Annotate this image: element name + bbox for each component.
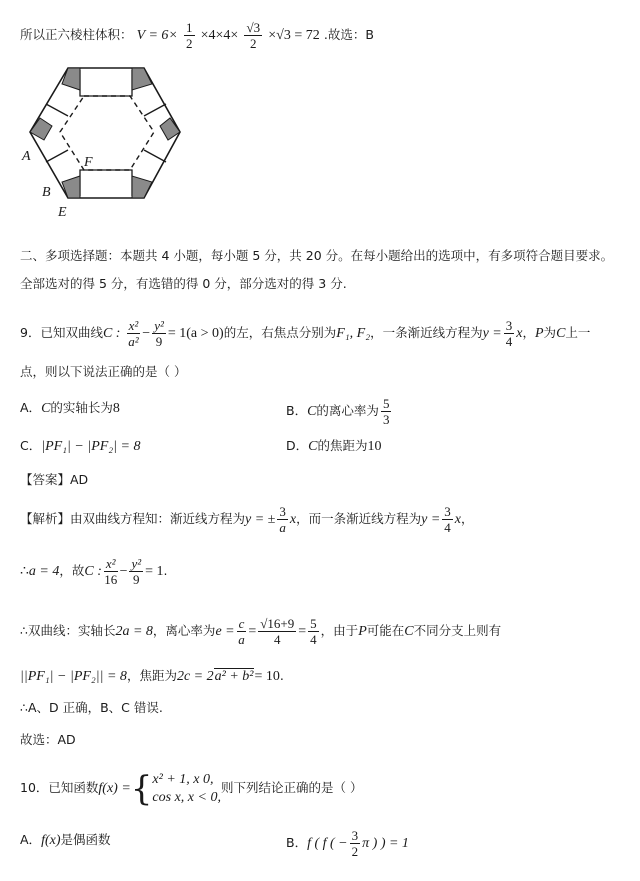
label-b: B bbox=[42, 185, 51, 200]
sqrt-a2b2: a² + b² bbox=[214, 669, 254, 684]
q9-frac-x: $\frac{\text{x²}}{\text{a²}}$ bbox=[128, 318, 139, 349]
q9-stem-line2: 点，则以下说法正确的是（ ） bbox=[20, 364, 187, 379]
piecewise-cases: x² + 1, x 0, cos x, x < 0, bbox=[152, 771, 221, 805]
q9-explanation-4: ||PF₁| − |PF₂|| = 8，焦距为2c = 2a² + b²= 10. bbox=[20, 668, 284, 684]
q10-option-b: B．f ( f ( − $\frac{3}{2}$ π ) ) = 1 bbox=[286, 828, 409, 859]
lower-left-edge bbox=[46, 150, 68, 162]
q9-exp1-frac2: $\frac{3}{4}$ bbox=[444, 504, 451, 535]
volume-formula-lhs: V = 6× bbox=[136, 28, 178, 43]
q9-explanation-1: 【解析】由双曲线方程知：渐近线方程为y = ± $\frac{3}{a}$ x，而一条渐近线方程为y = $\frac{3}{4}$ x， bbox=[20, 504, 474, 535]
q10-option-a: A．f(x)是偶函数 bbox=[20, 832, 111, 848]
lower-right-edge bbox=[144, 150, 166, 162]
section2-line1: 二、多项选择题：本题共 4 小题，每小题 5 分，共 20 分。在每小题给出的选项中，有多项符合题目要求。 bbox=[20, 248, 614, 263]
corner-shade-bottom-right bbox=[132, 176, 152, 198]
label-a: A bbox=[22, 149, 31, 164]
outer-hexagon bbox=[30, 68, 180, 198]
q9-exp2-frac-y: $\frac{\text{y²}}{9}$ bbox=[131, 556, 142, 587]
volume-line bbox=[20, 20, 374, 51]
q9-exp3-frac-root: $\frac{√16+9}{4}$ bbox=[260, 616, 295, 647]
volume-formula-mid: ×4×4× bbox=[200, 28, 239, 43]
q9-stem: 9．已知双曲线C : $\frac{\text{x²}}{\text{a²}}$ − $\frac{\text{y²}}{9}$ = 1(a > 0)的左，右焦点分别为F₁, F₂，一条渐近线方程为y = $\frac{3}{4}$ x，P为C上一 bbox=[20, 318, 591, 349]
q9-option-b: B．C的离心率为 $\frac{5}{3}$ bbox=[286, 396, 390, 427]
volume-prefix: 所以正六棱柱体积： bbox=[20, 27, 133, 42]
q9-exp1-frac: $\frac{3}{a}$ bbox=[279, 504, 286, 535]
corner-shade-top-right bbox=[132, 68, 152, 90]
q9-answer: 【答案】AD bbox=[20, 472, 89, 487]
bottom-face bbox=[80, 170, 132, 196]
inner-dashed-hexagon bbox=[60, 96, 154, 170]
q9-explanation-2: ∴a = 4，故C : $\frac{\text{x²}}{16}$ − $\frac{\text{y²}}{9}$ = 1. bbox=[20, 556, 168, 587]
q9-frac-optb: $\frac{5}{3}$ bbox=[382, 396, 390, 427]
section2-line2: 全部选对的得 5 分，有选错的得 0 分，部分选对的得 3 分. bbox=[20, 276, 347, 291]
volume-formula-tail: ×√3 = 72 bbox=[268, 28, 320, 43]
q9-frac-asym: $\frac{3}{4}$ bbox=[505, 318, 513, 349]
q9-option-c: C．|PF₁| − |PF₂| = 8 bbox=[20, 438, 141, 454]
label-e: E bbox=[58, 205, 67, 220]
volume-answer: .故选：B bbox=[323, 27, 374, 42]
corner-shade-top-left bbox=[62, 68, 80, 90]
upper-right-edge bbox=[144, 104, 166, 116]
q10-stem: 10．已知函数f(x) ={ x² + 1, x 0, cos x, x < 0, 则下列结论正确的是（ ） bbox=[20, 768, 363, 809]
q9-explanation-5: ∴A、D 正确，B、C 错误. bbox=[20, 700, 163, 715]
q9-option-a: A．C的实轴长为8 bbox=[20, 400, 120, 416]
upper-left-edge bbox=[46, 104, 68, 116]
hexagon-figure bbox=[18, 60, 198, 220]
q9-exp2-frac-x: $\frac{\text{x²}}{16}$ bbox=[104, 556, 118, 587]
fraction-root3-half: $\frac{√3}{2}$ bbox=[246, 20, 261, 51]
q9-exp3-frac-ca: $\frac{c}{a}$ bbox=[238, 616, 245, 647]
q9-option-d: D．C的焦距为10 bbox=[286, 438, 382, 454]
label-f: F bbox=[84, 155, 93, 170]
piecewise-brace: { bbox=[130, 768, 153, 809]
q9-choose: 故选：AD bbox=[20, 732, 76, 747]
corner-shade-bottom-left bbox=[62, 176, 80, 198]
q9-explanation-3: ∴双曲线：实轴长2a = 8，离心率为e = $\frac{c}{a}$ = $\frac{√16+9}{4}$ = $\frac{5}{4}$ ，由于P可能在C不同分支上则有 bbox=[20, 616, 502, 647]
q9-frac-y: $\frac{\text{y²}}{9}$ bbox=[154, 318, 164, 349]
q9-exp3-frac-54: $\frac{5}{4}$ bbox=[310, 616, 317, 647]
fraction-half: $\frac{1}{2}$ bbox=[186, 20, 193, 51]
q10-frac-optb: $\frac{3}{2}$ bbox=[351, 828, 359, 859]
top-face bbox=[80, 70, 132, 96]
